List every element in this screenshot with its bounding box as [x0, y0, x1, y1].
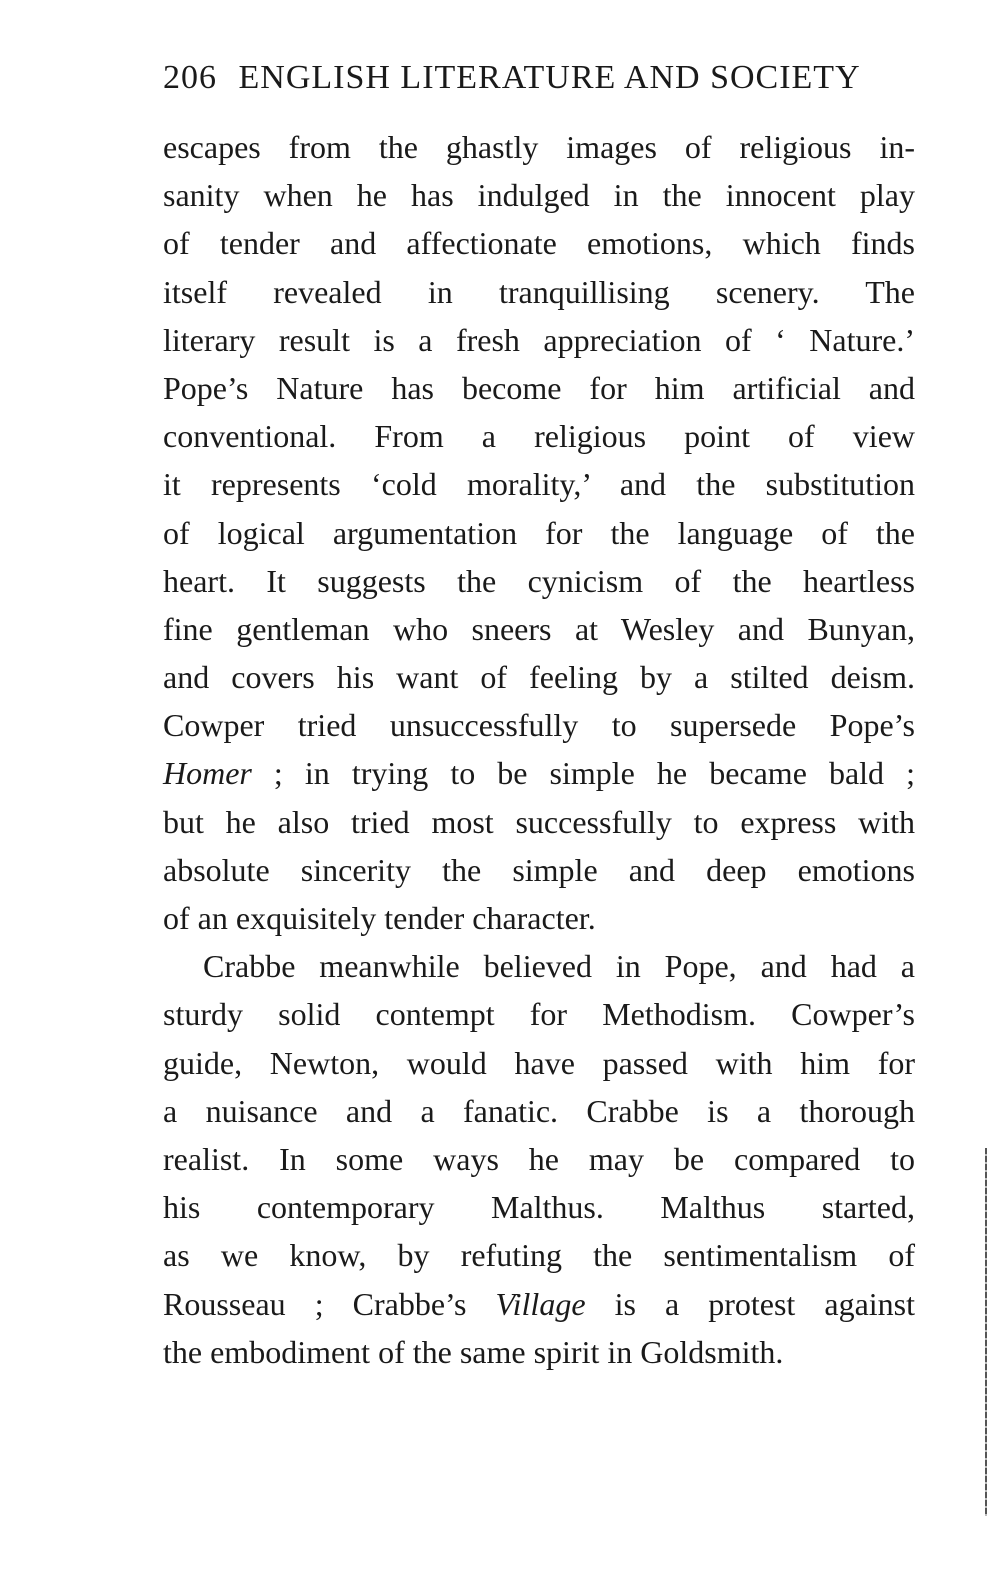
italic-title-homer: Homer	[163, 755, 252, 792]
body-text	[163, 123, 915, 1376]
text-line: sturdy solid contempt for Methodism. Cowper’s	[163, 996, 915, 1033]
text-line: of an exquisitely tender character.	[163, 900, 596, 936]
text-line: realist. In some ways he may be compared to	[163, 1140, 915, 1177]
text-line: Crabbe meanwhile believed in Pope, and had a	[203, 948, 915, 985]
text-line: a nuisance and a fanatic. Crabbe is a thorough	[163, 1092, 915, 1129]
text-line: itself revealed in tranquillising scenery. The	[163, 273, 915, 310]
text-line: of tender and affectionate emotions, which finds	[163, 225, 915, 262]
text-line: heart. It suggests the cynicism of the heartless	[163, 562, 915, 599]
paragraph-1	[163, 123, 915, 942]
text-line: it represents ‘cold morality,’ and the substitution	[163, 466, 915, 503]
text-line: conventional. From a religious point of view	[163, 418, 915, 455]
text-line: as we know, by refuting the sentimentalism of	[163, 1237, 915, 1274]
text-line: the embodiment of the same spirit in Goldsmith.	[163, 1333, 784, 1370]
running-head	[163, 56, 915, 100]
text-line: absolute sincerity the simple and deep emotions	[163, 851, 915, 888]
paragraph-2	[163, 942, 915, 1376]
text-line: of logical argumentation for the language of the	[163, 514, 915, 551]
text-line: guide, Newton, would have passed with him for	[163, 1044, 915, 1081]
text-line: Cowper tried unsuccessfully to supersede Pope’s	[163, 707, 915, 744]
text-line: sanity when he has indulged in the innocent play	[163, 177, 915, 214]
text-line: Rousseau ; Crabbe’s Village is a protest against	[163, 1285, 916, 1322]
text-line: literary result is a fresh appreciation of ‘ Nature.’	[163, 321, 915, 358]
scan-edge-line	[985, 1148, 987, 1516]
running-title: ENGLISH LITERATURE AND SOCIETY	[238, 59, 861, 96]
text-line: his contemporary Malthus. Malthus started,	[163, 1189, 915, 1226]
text-line: fine gentleman who sneers at Wesley and Bunyan,	[163, 610, 915, 647]
text-line: escapes from the ghastly images of religious in-	[163, 129, 915, 165]
text-line: Homer ; in trying to be simple he became bald ;	[163, 755, 915, 792]
text-line: and covers his want of feeling by a stilted deism.	[163, 659, 915, 696]
page-number: 206	[163, 59, 217, 96]
italic-title-village: Village	[495, 1285, 586, 1322]
text-line: Pope’s Nature has become for him artificial and	[163, 369, 915, 406]
text-line: but he also tried most successfully to express with	[163, 803, 915, 840]
